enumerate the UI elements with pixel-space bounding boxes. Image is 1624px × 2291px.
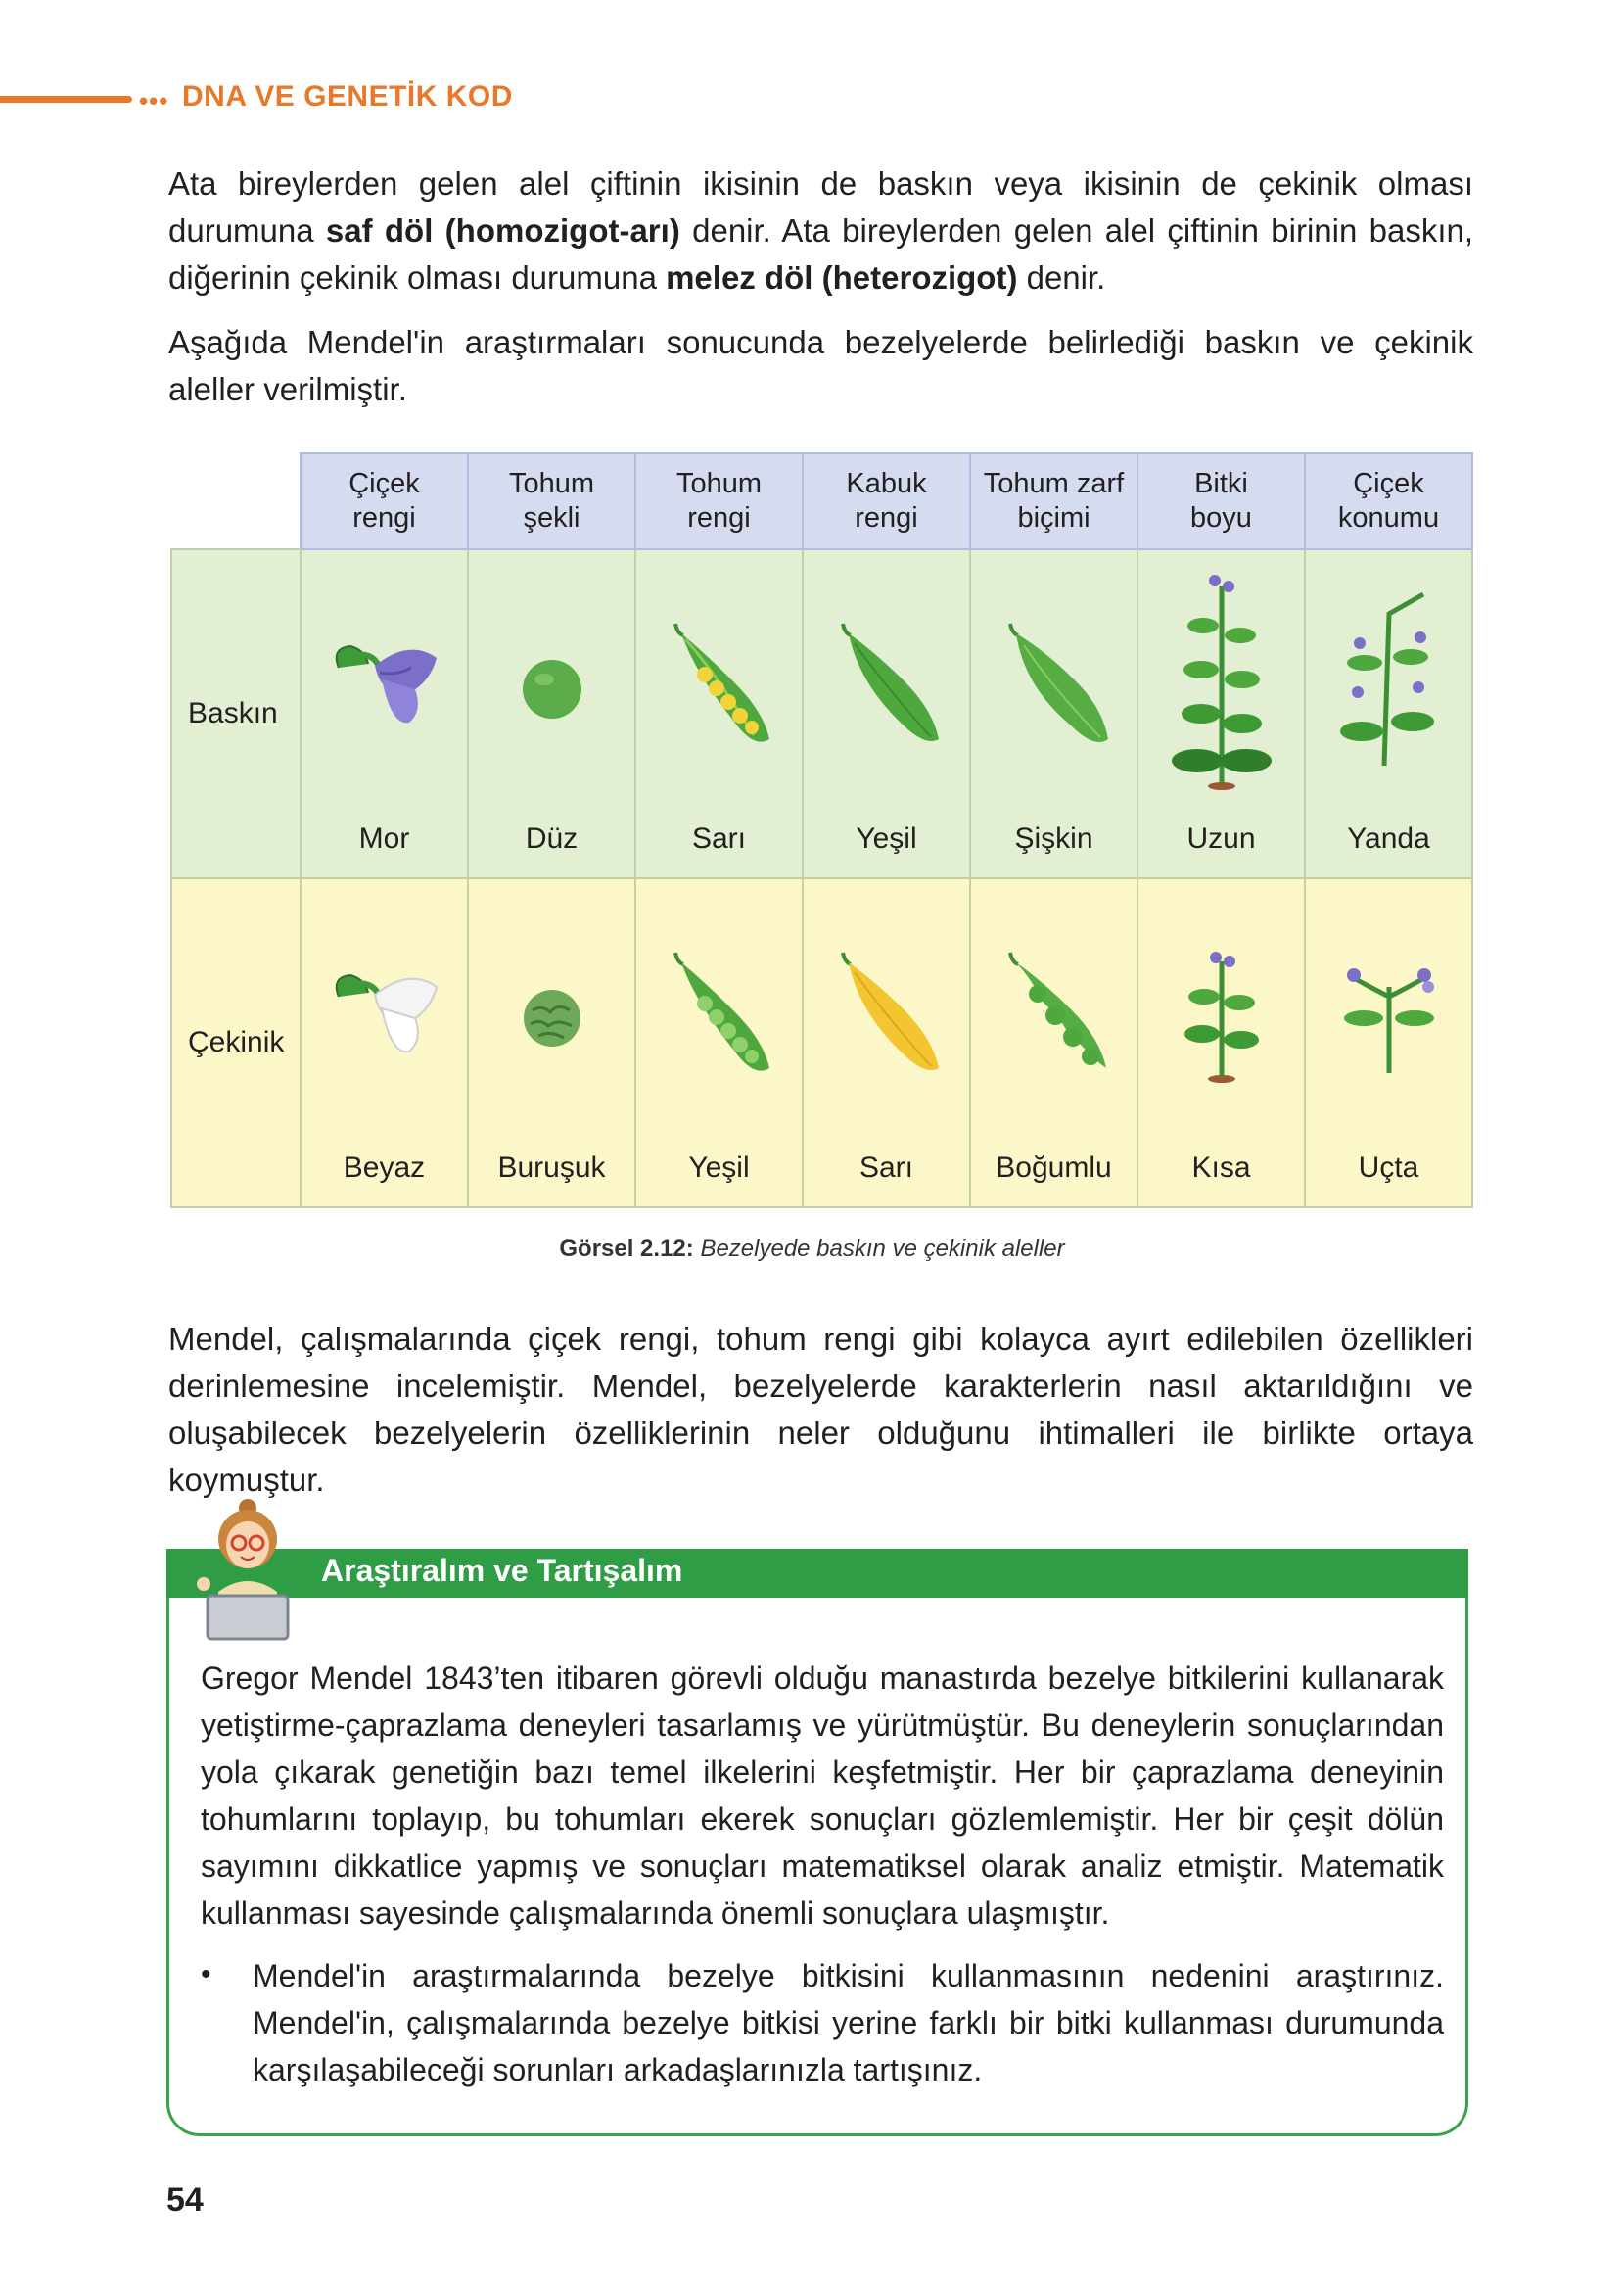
yellow-seeds-pod-icon: [656, 614, 783, 761]
wrinkled-seed-icon: [513, 977, 591, 1055]
table-row-recessive: [171, 878, 1472, 1207]
white-flower-icon: [321, 958, 448, 1075]
tall-plant-icon: [1168, 567, 1276, 792]
figure-caption: Görsel 2.12: Bezelyede baskın ve çekinik aleller: [559, 1236, 1065, 1262]
bullet-marker: •: [201, 1958, 211, 1990]
chapter-title: DNA VE GENETİK KOD: [182, 80, 513, 113]
activity-text: Gregor Mendel 1843’ten itibaren görevli olduğu manastırda bezelye bitkilerini kullanarak yetiştirme-çaprazlama deneyleri tasarlamış ve yürütmüştür. Bu deneylerin sonuçlarından yola çıkarak genetiğin bazı temel ilkelerini keşfetmiştir. Her bir çaprazlama deneyinin tohumlarını toplayıp, bu tohumları ekerek sonuçları gözlemlemiştir. Her bir çeşit dölün sayımını dikkatlice yapmış ve sonuçları matematiksel olarak analiz etmiştir. Matematik kullanması sayesinde çalışmalarında önemli sonuçlara ulaşmıştır.: [201, 1660, 1444, 1931]
axial-flowers-plant-icon: [1330, 584, 1448, 771]
cell-white-flower: Beyaz: [301, 878, 468, 1207]
purple-flower-icon: [321, 629, 448, 746]
cell-purple-flower: Mor: [301, 549, 468, 878]
terminal-flowers-plant-icon: [1330, 958, 1448, 1075]
table-header-row: [171, 453, 1472, 549]
header-dots: •••: [139, 86, 169, 116]
row-label-dominant: Baskın: [171, 549, 301, 878]
cell-tall-plant: Uzun: [1137, 549, 1305, 878]
green-seeds-pod-icon: [656, 943, 783, 1090]
header-accent-line: [0, 96, 132, 103]
page-number: 54: [166, 2181, 204, 2219]
alleles-table: [170, 452, 1473, 1208]
cell-inflated-pod: Şişkin: [970, 549, 1137, 878]
paragraph-homozygous: Ata bireylerden gelen alel çiftinin ikisinin de baskın veya ikisinin de çekinik olması durumuna saf döl (homozigot-arı) denir. Ata bireylerden gelen alel çiftinin birinin baskın, diğerinin çekinik olması durumuna melez döl (heterozigot) denir.: [168, 165, 1474, 296]
cell-axial-flowers: Yanda: [1305, 549, 1472, 878]
cell-short-plant: Kısa: [1137, 878, 1305, 1207]
cell-yellow-seed-pod: Sarı: [635, 549, 803, 878]
row-label-recessive: Çekinik: [171, 878, 301, 1207]
activity-bullet-text: Mendel'in araştırmalarında bezelye bitkisini kullanmasının nedenini araştırınız. Mendel'in, çalışmalarında bezelye bitkisi yerine farklı bir bitki kullanması durumunda karşılaşabileceği sorunları arkadaşlarınızla tartışınız.: [253, 1958, 1444, 2087]
paragraph-intro-table: Aşağıda Mendel'in araştırmaları sonucunda bezelyelerde belirlediği baskın ve çekinik aleller verilmiştir.: [168, 324, 1473, 407]
table-row-dominant: [171, 549, 1472, 878]
cell-terminal-flowers: Uçta: [1305, 878, 1472, 1207]
smooth-seed-icon: [513, 648, 591, 726]
header-pod-color: Kabuk rengi: [803, 453, 970, 549]
cell-green-pod: Yeşil: [803, 549, 970, 878]
green-pod-icon: [823, 614, 951, 761]
paragraph-mendel-study: Mendel, çalışmalarında çiçek rengi, tohum rengi gibi kolayca ayırt edilebilen özellikleri derinlemesine incelemiştir. Mendel, bezelyelerde karakterlerin nasıl aktarıldığını ve oluşabilecek bezelyelerin özelliklerinin neler olduğunu ihtimalleri ile birlikte ortaya koymuştur.: [168, 1321, 1473, 1498]
activity-box-title: Araştıralım ve Tartışalım: [321, 1553, 683, 1588]
header-flower-position: Çiçek konumu: [1305, 453, 1472, 549]
teacher-avatar-icon: [194, 1494, 302, 1641]
constricted-pod-icon: [991, 943, 1118, 1090]
header-seed-shape: Tohum şekli: [468, 453, 635, 549]
short-plant-icon: [1173, 948, 1271, 1085]
cell-green-seed-pod: Yeşil: [635, 878, 803, 1207]
cell-smooth-seed: Düz: [468, 549, 635, 878]
header-flower-color: Çiçek rengi: [301, 453, 468, 549]
cell-constricted-pod: Boğumlu: [970, 878, 1137, 1207]
cell-wrinkled-seed: Buruşuk: [468, 878, 635, 1207]
cell-yellow-pod: Sarı: [803, 878, 970, 1207]
inflated-pod-icon: [991, 614, 1118, 761]
yellow-pod-icon: [823, 943, 951, 1090]
header-seed-color: Tohum rengi: [635, 453, 803, 549]
header-pod-shape: Tohum zarf biçimi: [970, 453, 1137, 549]
header-plant-height: Bitki boyu: [1137, 453, 1305, 549]
